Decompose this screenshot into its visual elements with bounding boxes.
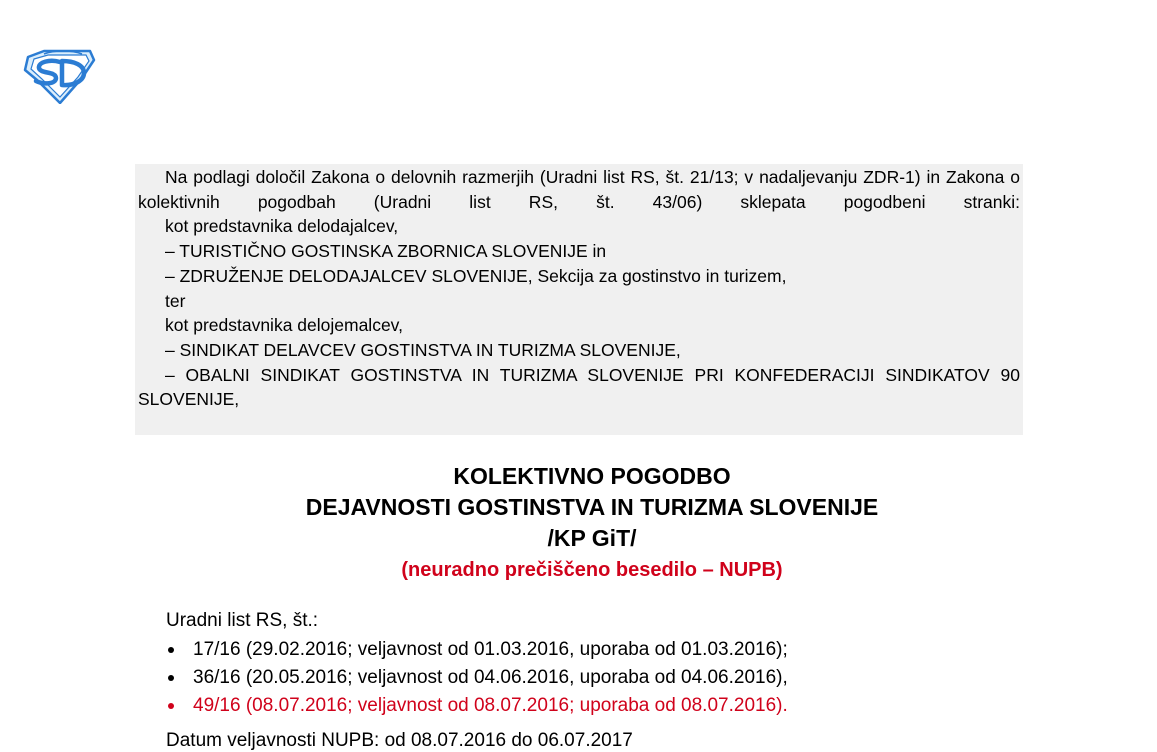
employers-label: kot predstavnika delodajalcev, — [165, 216, 399, 237]
intro-paragraph-line1 — [138, 165, 1020, 214]
union-2: – OBALNI SINDIKAT GOSTINSTVA IN TURIZMA SLOVENIJE PRI KONFEDERACIJI SINDIKATOV 90 SLOVENIJE, — [138, 364, 1020, 410]
employer-2: – ZDRUŽENJE DELODAJALCEV SLOVENIJE, Sekcija za gostinstvo in turizem, — [165, 265, 787, 286]
sd-logo-icon — [22, 48, 96, 104]
publications-list — [166, 636, 788, 720]
title-line-1: KOLEKTIVNO POGODBO — [453, 463, 731, 489]
bullet-icon — [168, 647, 174, 653]
intro-block — [135, 164, 1023, 435]
employer-1: – TURISTIČNO GOSTINSKA ZBORNICA SLOVENIJE in — [165, 241, 607, 262]
ter-label: ter — [165, 290, 186, 311]
publication-item: 17/16 (29.02.2016; veljavnost od 01.03.2016, uporaba od 01.03.2016); — [166, 636, 788, 664]
employees-label: kot predstavnika delojemalcev, — [165, 315, 403, 336]
bullet-icon — [168, 703, 174, 709]
validity-date: Datum veljavnosti NUPB: od 08.07.2016 do 06.07.2017 — [166, 730, 633, 751]
title-subtitle: (neuradno prečiščeno besedilo – NUPB) — [401, 559, 783, 581]
publications-label: Uradni list RS, št.: — [166, 610, 319, 631]
document-title — [135, 461, 1049, 587]
union-1: – SINDIKAT DELAVCEV GOSTINSTVA IN TURIZMA SLOVENIJE, — [165, 339, 681, 360]
title-line-2: DEJAVNOSTI GOSTINSTVA IN TURIZMA SLOVENIJE — [305, 494, 879, 520]
intro-paragraph: Na podlagi določil Zakona o delovnih razmerjih (Uradni list RS, št. 21/13; v nadaljevanju ZDR-1) in Zakona o kolektivnih pogodbah (Uradni list RS, št. 43/06) sklepata pogodbeni stranki: — [138, 167, 1020, 212]
title-line-3: /KP GiT/ — [547, 525, 637, 551]
publication-item: 36/16 (20.05.2016; veljavnost od 04.06.2016, uporaba od 04.06.2016), — [166, 664, 788, 692]
publication-item-highlighted: 49/16 (08.07.2016; veljavnost od 08.07.2016; uporaba od 08.07.2016). — [166, 692, 788, 720]
bullet-icon — [168, 675, 174, 681]
